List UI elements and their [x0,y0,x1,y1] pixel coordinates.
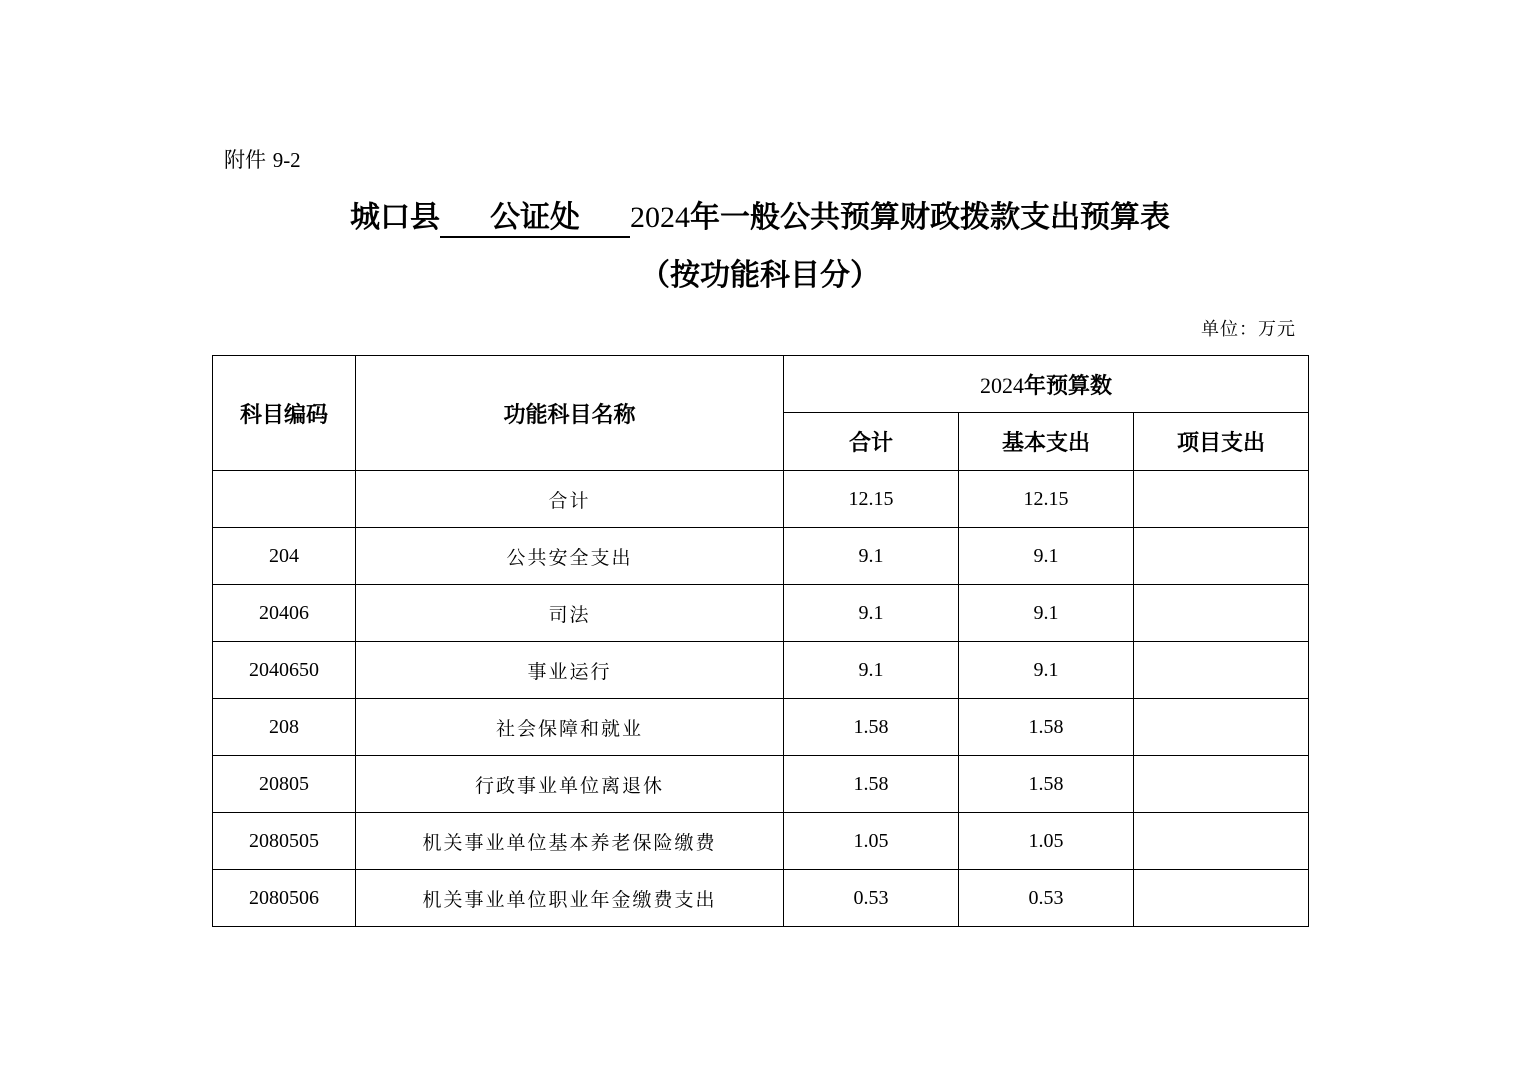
cell-total: 1.05 [784,813,959,870]
cell-code: 2040650 [213,642,356,699]
cell-total: 1.58 [784,756,959,813]
cell-project [1134,471,1309,528]
table-row [213,870,1309,927]
cell-code: 204 [213,528,356,585]
cell-code: 2080506 [213,870,356,927]
header-budget-year [784,356,1309,413]
cell-total: 0.53 [784,870,959,927]
cell-name: 社会保障和就业 [356,699,784,756]
cell-name: 司法 [356,585,784,642]
cell-name: 机关事业单位职业年金缴费支出 [356,870,784,927]
cell-project [1134,756,1309,813]
table-row [213,585,1309,642]
cell-project [1134,528,1309,585]
table-row [213,642,1309,699]
attachment-label [224,144,301,174]
cell-project [1134,870,1309,927]
title-main: 年一般公共预算财政拨款支出预算表 [690,200,1170,235]
cell-name: 合计 [356,471,784,528]
cell-basic: 1.58 [959,756,1134,813]
cell-code [213,471,356,528]
header-basic: 基本支出 [959,413,1134,471]
header-project: 项目支出 [1134,413,1309,471]
page-title [0,192,1520,238]
table-row [213,471,1309,528]
cell-project [1134,642,1309,699]
header-total: 合计 [784,413,959,471]
cell-name: 事业运行 [356,642,784,699]
cell-total: 9.1 [784,642,959,699]
cell-basic: 1.05 [959,813,1134,870]
header-name: 功能科目名称 [356,356,784,471]
page-subtitle: （按功能科目分） [640,258,880,293]
cell-project [1134,813,1309,870]
header-budget-year-suffix: 年预算数 [1024,373,1113,399]
title-year: 2024 [630,201,690,234]
cell-name: 机关事业单位基本养老保险缴费 [356,813,784,870]
cell-project [1134,585,1309,642]
title-county: 城口县 [350,200,440,235]
cell-code: 20406 [213,585,356,642]
cell-basic: 9.1 [959,528,1134,585]
table-row [213,756,1309,813]
table-row [213,699,1309,756]
table-row [213,528,1309,585]
budget-table [212,355,1309,927]
title-unit-name: 公证处 [440,200,630,238]
cell-basic: 12.15 [959,471,1134,528]
cell-basic: 9.1 [959,642,1134,699]
cell-total: 9.1 [784,528,959,585]
cell-code: 2080505 [213,813,356,870]
cell-project [1134,699,1309,756]
table-row [213,813,1309,870]
cell-total: 9.1 [784,585,959,642]
cell-name: 行政事业单位离退休 [356,756,784,813]
cell-code: 208 [213,699,356,756]
cell-code: 20805 [213,756,356,813]
header-code: 科目编码 [213,356,356,471]
unit-label: 单位：万元 [1201,319,1296,340]
cell-basic: 1.58 [959,699,1134,756]
cell-basic: 0.53 [959,870,1134,927]
cell-name: 公共安全支出 [356,528,784,585]
header-budget-year-number: 2024 [980,372,1024,398]
attachment-prefix: 附件 [224,148,266,172]
cell-total: 12.15 [784,471,959,528]
attachment-number: 9-2 [272,148,301,172]
cell-basic: 9.1 [959,585,1134,642]
cell-total: 1.58 [784,699,959,756]
